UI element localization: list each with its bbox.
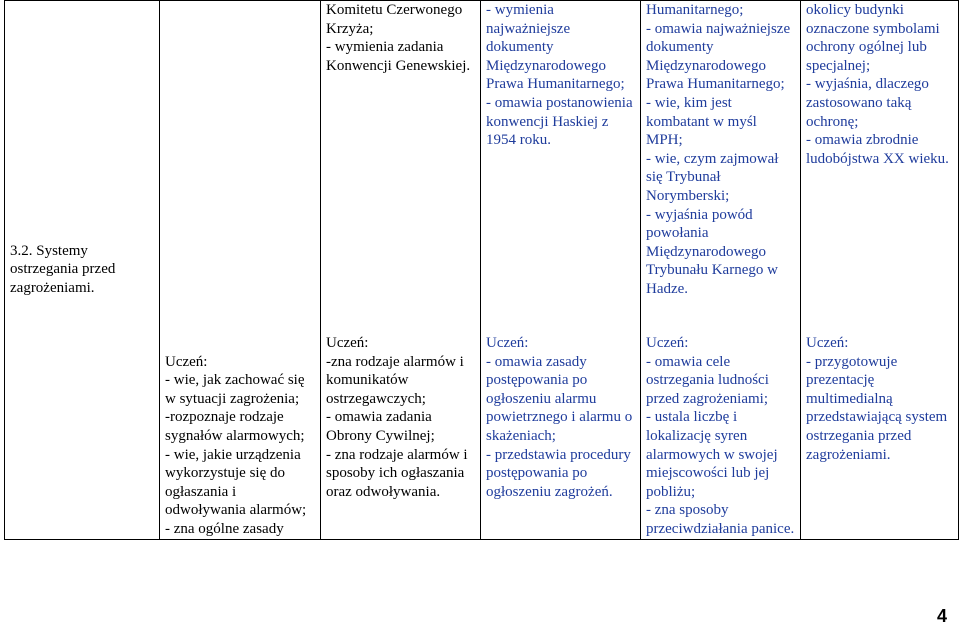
requirements-cell-level-5 [801,1,959,540]
requirements-level-2-continued-text: Komitetu Czerwonego Krzyża; - wymienia zadania Konwencji Genewskiej. [326,2,471,74]
page-number: 4 [937,606,948,626]
curriculum-table [4,0,959,540]
table-row [5,1,959,540]
topic-cell [5,1,160,540]
requirements-level-4-text: Uczeń: - omawia cele ostrzegania ludności przed zagrożeniami; - ustala liczbę i lokalizację syren alarmowych w swojej miejscowości lub jej pobliżu; - zna sposoby przeciwdziałania panice. [646,335,795,537]
requirements-level-2-text: Uczeń: -zna rodzaje alarmów i komunikatów ostrzegawczych; - omawia zadania Obrony Cywilnej; - zna rodzaje alarmów i sposoby ich ogłaszania oraz odwoływania. [326,335,468,500]
requirements-level-3-continued-text: - wymienia najważniejsze dokumenty Międzynarodowego Prawa Humanitarnego; - omawia postanowienia konwencji Haskiej z 1954 roku. [486,2,633,149]
requirements-cell-level-2 [321,1,481,540]
topic-text: 3.2. Systemy ostrzegania przed zagrożeniami. [10,242,116,297]
requirements-level-5-text: Uczeń: - przygotowuje prezentację multimedialną przedstawiającą system ostrzegania przed zagrożeniami. [806,335,948,463]
requirements-level-3-text: Uczeń: - omawia zasady postępowania po ogłoszeniu alarmu powietrznego i alarmu o skażeniach; - przedstawia procedury postępowania po ogłoszeniu zagrożeń. [486,335,633,500]
requirements-cell-level-1 [160,1,321,540]
requirements-level-4-continued-text: Humanitarnego; - omawia najważniejsze dokumenty Międzynarodowego Prawa Humanitarnego; - wie, kim jest kombatant w myśl MPH; - wie, czym zajmował się Trybunał Norymberski; - wyjaśnia powód powołania Międzynarodowego Trybunału Karnego w Hadze. [646,2,791,297]
requirements-cell-level-3 [481,1,641,540]
requirements-level-5-continued-text: okolicy budynki oznaczone symbolami ochrony ogólnej lub specjalnej; - wyjaśnia, dlaczego zastosowano taką ochronę; - omawia zbrodnie ludobójstwa XX wieku. [806,2,949,167]
requirements-cell-level-4 [641,1,801,540]
requirements-level-1-text: Uczeń: - wie, jak zachować się w sytuacji zagrożenia; -rozpoznaje rodzaje sygnałów alarmowych; - wie, jakie urządzenia wykorzystuje się do ogłaszania i odwoływania alarmów; - zna ogólne zasady [165,353,307,537]
